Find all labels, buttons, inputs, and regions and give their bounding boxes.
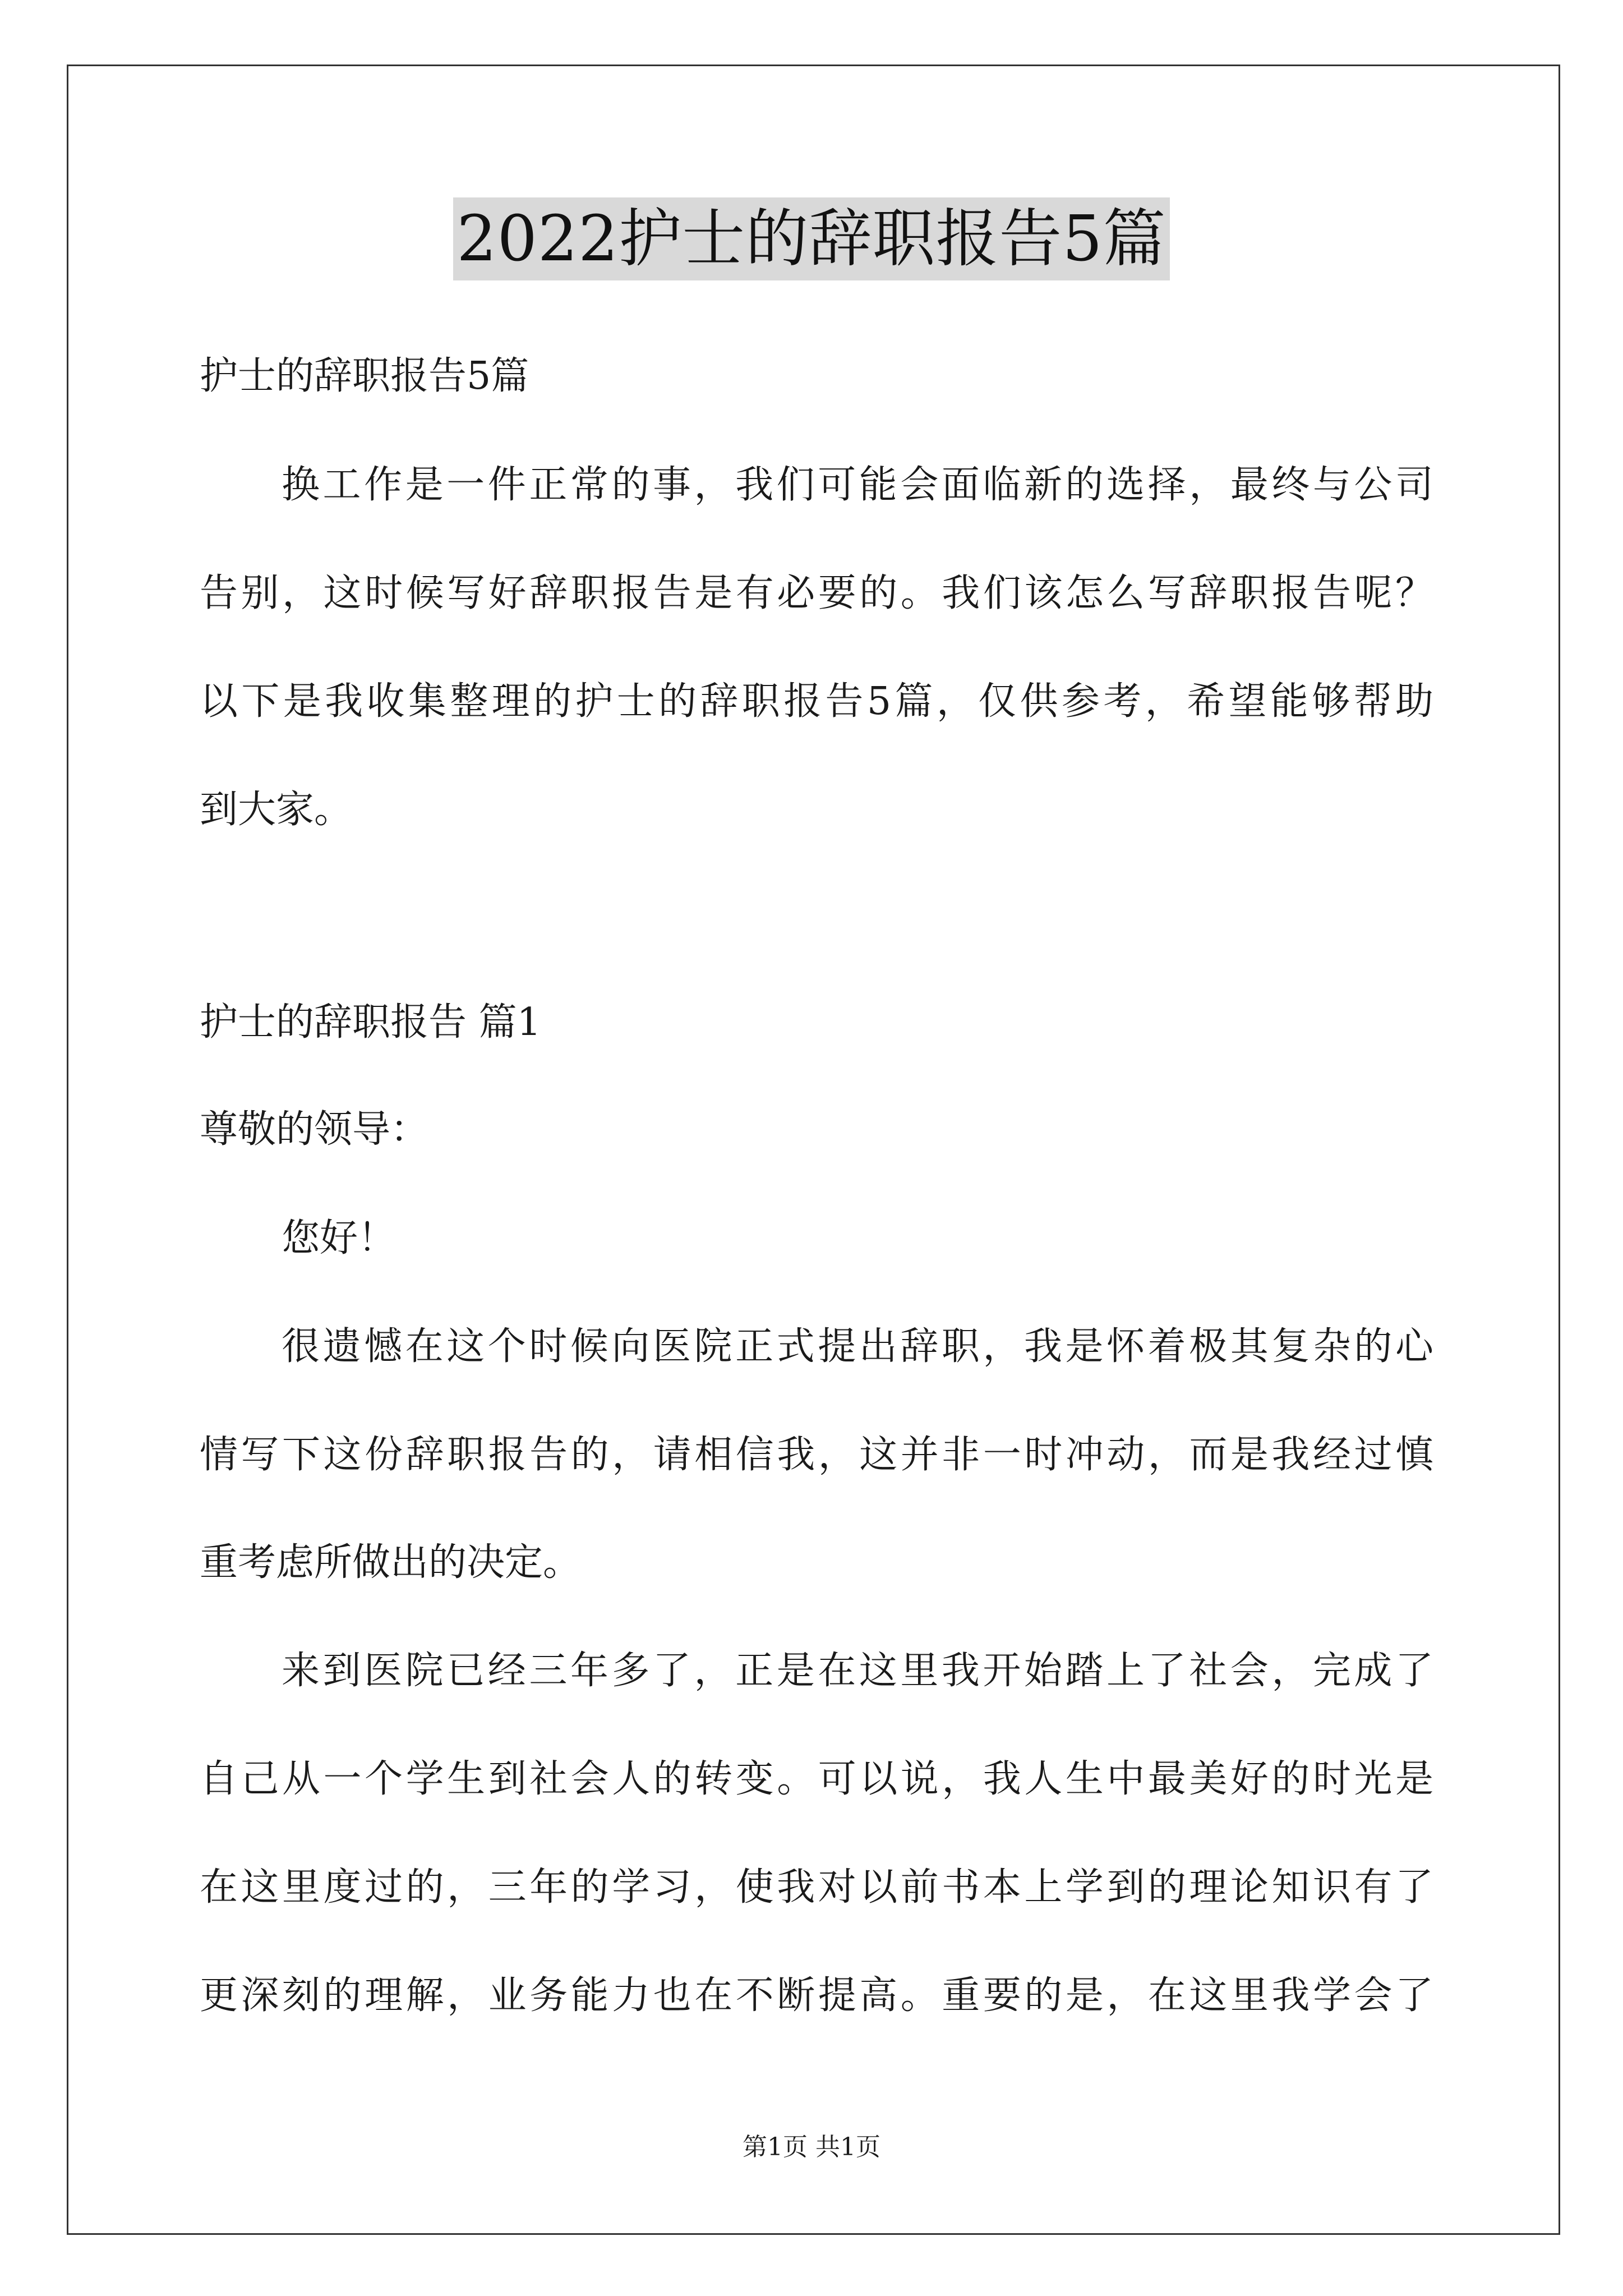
document-title: 2022护士的辞职报告5篇 xyxy=(453,197,1169,280)
paragraph-line: 重考虑所做出的决定。 xyxy=(200,1540,582,1585)
intro-line: 以下是我收集整理的护士的辞职报告5篇，仅供参考，希望能够帮助 xyxy=(200,679,1433,724)
paragraph-line: 来到医院已经三年多了，正是在这里我开始踏上了社会，完成了 xyxy=(282,1649,1433,1693)
paragraph-line: 自己从一个学生到社会人的转变。可以说，我人生中最美好的时光是 xyxy=(200,1757,1433,1801)
intro-line: 换工作是一件正常的事，我们可能会面临新的选择，最终与公司 xyxy=(282,463,1433,507)
paragraph-line: 情写下这份辞职报告的，请相信我，这并非一时冲动，而是我经过慎 xyxy=(200,1433,1433,1477)
section-heading: 护士的辞职报告 篇1 xyxy=(200,1000,541,1045)
salutation: 尊敬的领导： xyxy=(200,1107,429,1152)
intro-line: 到大家。 xyxy=(200,788,353,832)
paragraph-line: 很遗憾在这个时候向医院正式提出辞职，我是怀着极其复杂的心 xyxy=(282,1324,1433,1369)
paragraph-line: 更深刻的理解，业务能力也在不断提高。重要的是，在这里我学会了 xyxy=(200,1973,1433,2018)
greeting: 您好！ xyxy=(282,1216,396,1260)
intro-line: 告别，这时候写好辞职报告是有必要的。我们该怎么写辞职报告呢？ xyxy=(200,571,1433,615)
page-footer: 第1页 共1页 xyxy=(743,2133,880,2161)
paragraph-line: 在这里度过的，三年的学习，使我对以前书本上学到的理论知识有了 xyxy=(200,1865,1433,1910)
title-block xyxy=(0,197,1623,280)
subtitle: 护士的辞职报告5篇 xyxy=(200,354,529,398)
